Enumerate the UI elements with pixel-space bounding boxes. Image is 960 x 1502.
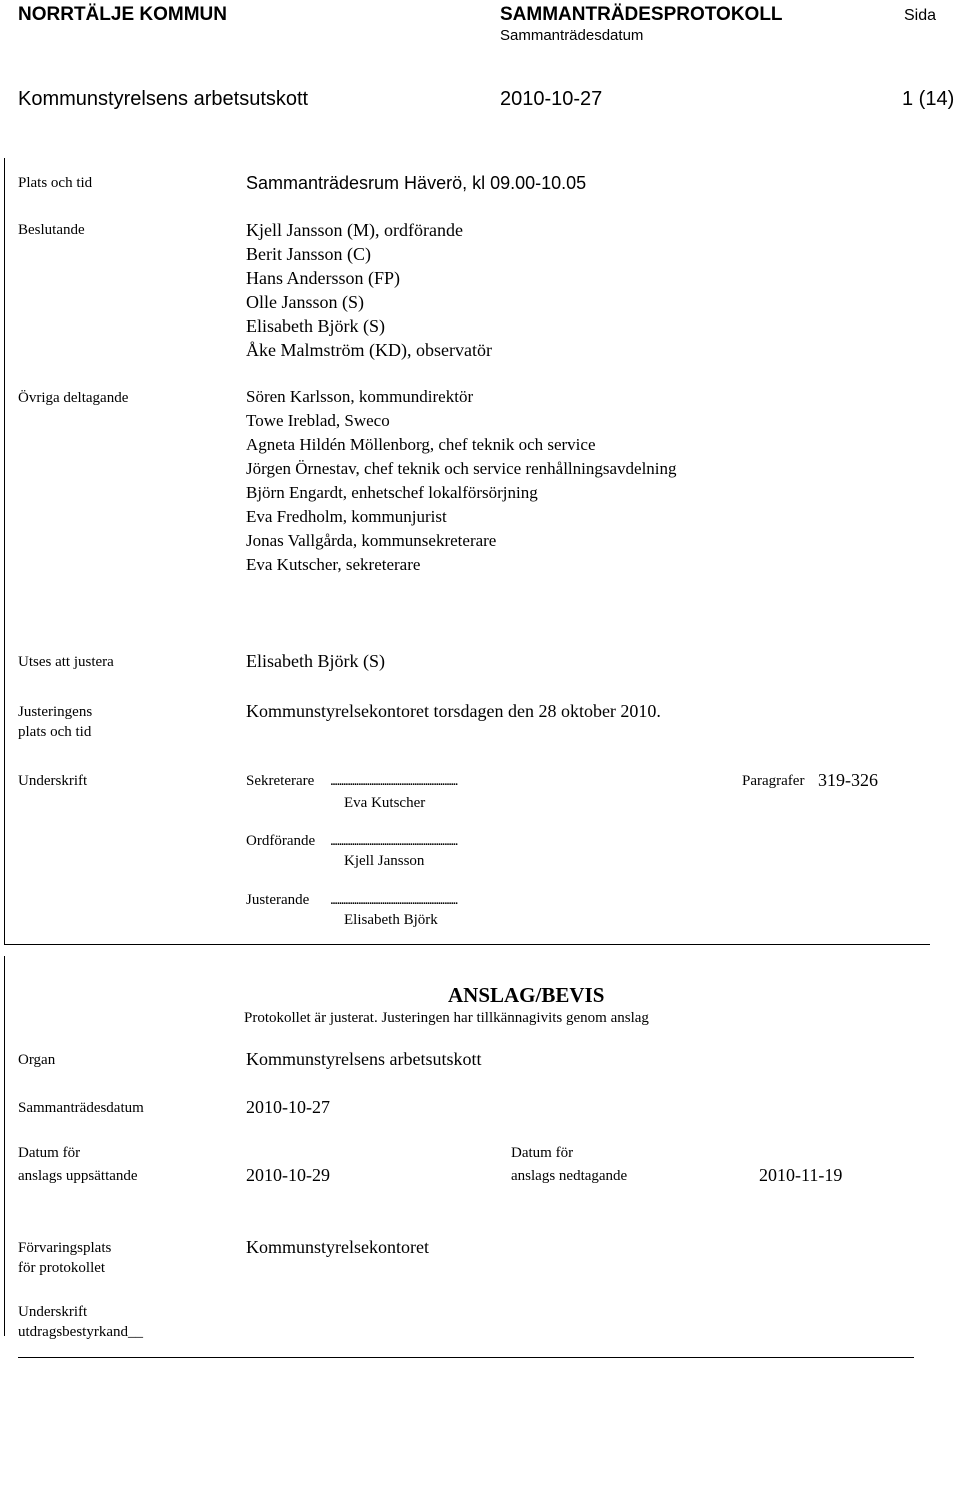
paragraphs-value: 319-326 [818, 770, 878, 790]
secretary-label: Sekreterare [246, 773, 315, 789]
adjuster-name: Elisabeth Björk [344, 912, 438, 928]
notice-subtitle: Protokollet är justerat. Justeringen har tillkännagivits genom anslag [244, 1010, 649, 1026]
committee-name: Kommunstyrelsens arbetsutskott [18, 88, 309, 110]
list-item: Jonas Vallgårda, kommunsekreterare [246, 531, 497, 550]
certify-label-2: utdragsbestyrkand__ [18, 1324, 143, 1340]
storage-label-2: för protokollet [18, 1260, 106, 1276]
adjuster-label: Justerande [246, 892, 310, 908]
list-item: Berit Jansson (C) [246, 244, 371, 264]
others-list [246, 385, 677, 577]
list-item: Towe Ireblad, Sweco [246, 411, 390, 430]
signature-label: Underskrift [18, 773, 88, 789]
chair-name: Kjell Jansson [344, 853, 425, 869]
removed-date-value: 2010-11-19 [759, 1165, 843, 1185]
secretary-name: Eva Kutscher [344, 795, 426, 811]
deciding-list [246, 218, 492, 362]
adjust-place-value: Kommunstyrelsekontoret torsdagen den 28 oktober 2010. [246, 701, 661, 721]
certify-label-1: Underskrift [18, 1304, 88, 1320]
posted-date-label-2: anslags uppsättande [18, 1168, 138, 1184]
secretary-signature-line: ........................................................... [330, 773, 457, 789]
bottom-line [18, 1357, 914, 1358]
list-item: Kjell Jansson (M), ordförande [246, 220, 463, 240]
left-border-line-lower [4, 956, 5, 1336]
page-number: 1 (14) [902, 88, 955, 110]
page-label: Sida [904, 7, 937, 24]
adjust-place-label-2: plats och tid [18, 724, 92, 740]
adjuster-select-value: Elisabeth Björk (S) [246, 651, 385, 671]
chair-label: Ordförande [246, 833, 316, 849]
posted-date-value: 2010-10-29 [246, 1165, 330, 1185]
document-type: SAMMANTRÄDESPROTOKOLL [500, 4, 783, 25]
notice-title: ANSLAG/BEVIS [448, 983, 605, 1007]
list-item: Eva Kutscher, sekreterare [246, 555, 421, 574]
chair-signature-line: ........................................................... [330, 833, 457, 849]
organ-value: Kommunstyrelsens arbetsutskott [246, 1049, 482, 1069]
adjuster-signature-line: ........................................................... [330, 892, 457, 908]
list-item: Elisabeth Björk (S) [246, 316, 385, 336]
list-item: Björn Engardt, enhetschef lokalförsörjning [246, 483, 538, 502]
list-item: Agneta Hildén Möllenborg, chef teknik och service [246, 435, 596, 454]
notice-date-value: 2010-10-27 [246, 1097, 330, 1117]
others-label: Övriga deltagande [18, 390, 129, 406]
list-item: Eva Fredholm, kommunjurist [246, 507, 447, 526]
place-value: Sammanträdesrum Häverö, kl 09.00-10.05 [246, 173, 587, 193]
storage-value: Kommunstyrelsekontoret [246, 1237, 429, 1257]
municipality-name: NORRTÄLJE KOMMUN [18, 4, 227, 25]
adjuster-select-label: Utses att justera [18, 654, 114, 670]
deciding-label: Beslutande [18, 222, 85, 238]
list-item: Hans Andersson (FP) [246, 268, 401, 288]
list-item: Åke Malmström (KD), observatör [246, 340, 492, 360]
list-item: Sören Karlsson, kommundirektör [246, 387, 474, 406]
meeting-date: 2010-10-27 [500, 88, 603, 110]
meeting-date-label: Sammanträdesdatum [500, 27, 644, 44]
list-item: Jörgen Örnestav, chef teknik och service renhållningsavdelning [246, 459, 677, 478]
removed-date-label-1: Datum för [511, 1145, 574, 1161]
adjust-place-label-1: Justeringens [18, 704, 93, 720]
place-label: Plats och tid [18, 175, 93, 191]
notice-date-label: Sammanträdesdatum [18, 1100, 144, 1116]
divider-line [4, 944, 930, 945]
storage-label-1: Förvaringsplats [18, 1240, 112, 1256]
left-border-line [4, 158, 5, 944]
organ-label: Organ [18, 1052, 56, 1068]
posted-date-label-1: Datum för [18, 1145, 81, 1161]
paragraphs-label: Paragrafer [742, 773, 805, 789]
list-item: Olle Jansson (S) [246, 292, 364, 312]
removed-date-label-2: anslags nedtagande [511, 1168, 628, 1184]
